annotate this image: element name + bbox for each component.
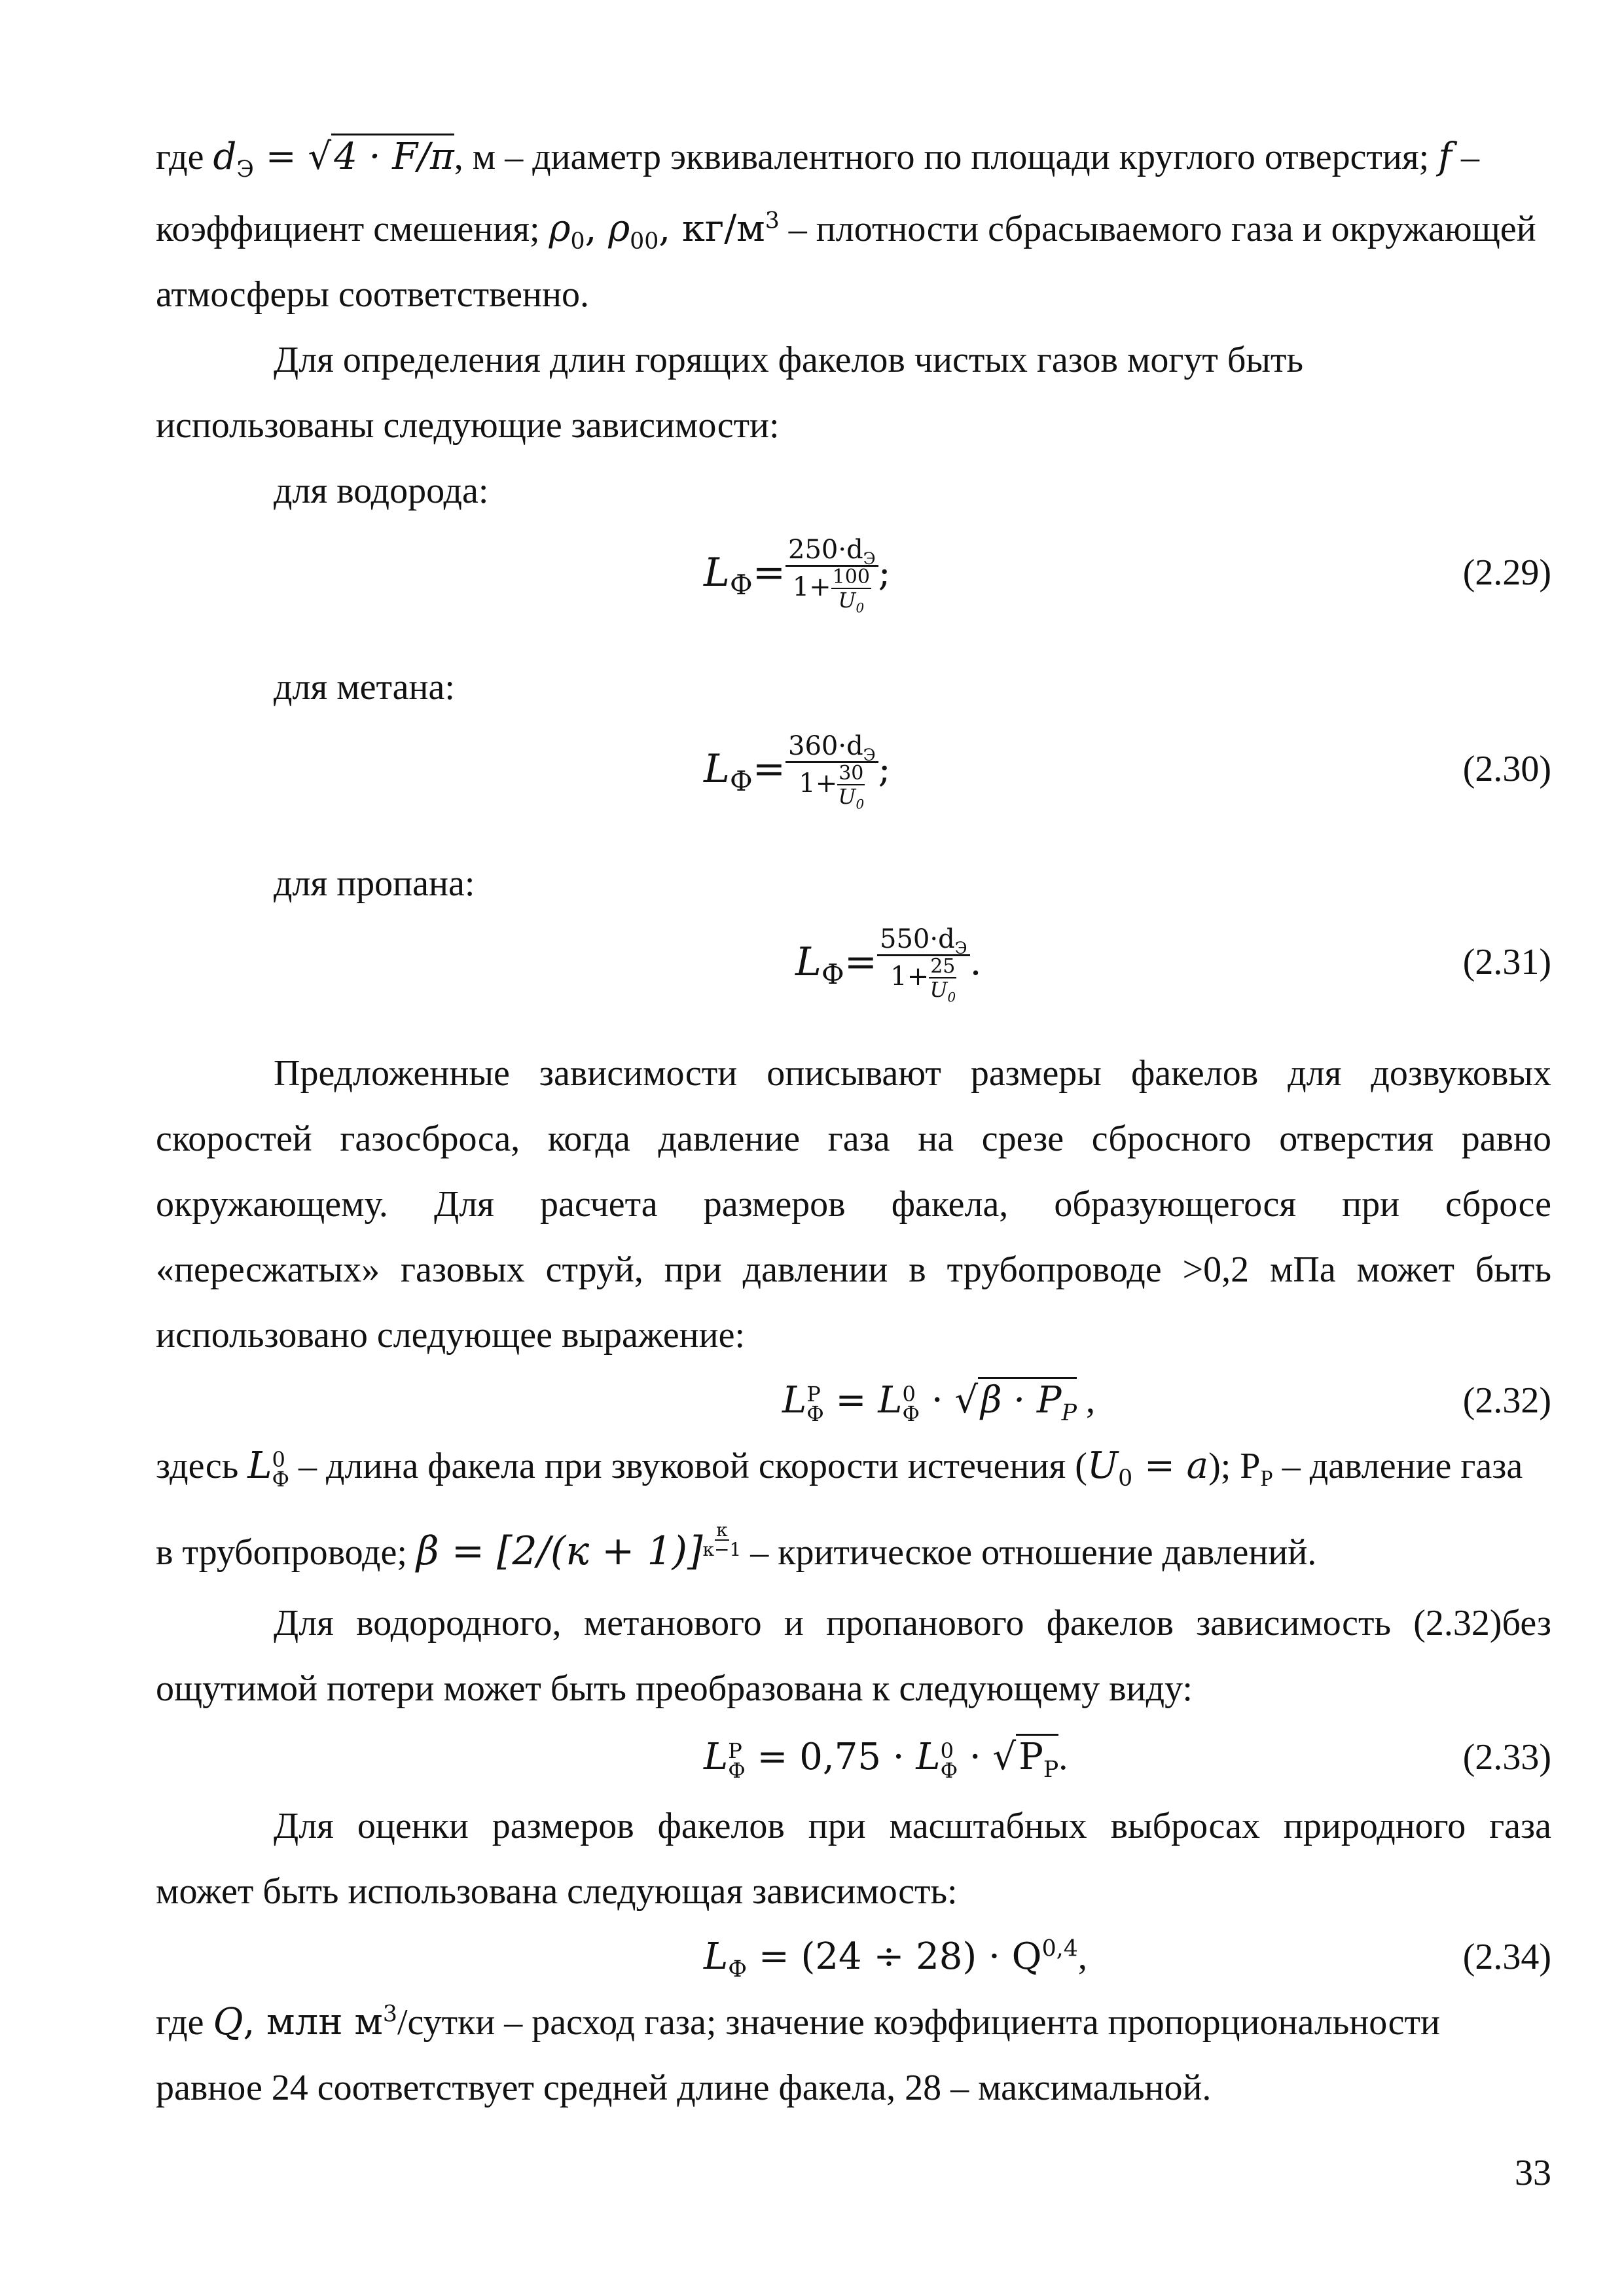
p6-line1: Для оценки размеров факелов при масштабных выбросах природного газа [274, 1806, 1551, 1846]
math-sub: Э [236, 156, 254, 183]
p7-line1 [156, 1996, 1551, 2049]
text: – плотности сбрасываемого газа и окружающей [779, 209, 1536, 249]
sup: 0,4 [1041, 1935, 1078, 1962]
eq: = [752, 550, 785, 596]
formula-2-32: L Р Ф = L 0 Ф · $√\beta \cdot P_Р$ , [782, 1374, 1306, 1427]
sub: Ф [902, 1401, 920, 1427]
math-l: L [704, 1935, 729, 1978]
small-num: 25 [930, 954, 956, 978]
sup: 0 [940, 1738, 954, 1764]
p4-line1 [156, 1440, 1551, 1492]
eq-number-2-32: (2.32) [1462, 1380, 1551, 1421]
eq-number-2-30: (2.30) [1462, 749, 1551, 789]
p1-line1: где $d_Э = √4 \cdot F/\pi$, м – диаметр эквивалентного по площади круглого отверстия; f – [156, 131, 1551, 183]
small-den: U [838, 783, 856, 809]
hydrogen-label: для водорода: [274, 471, 489, 511]
sup: 3 [382, 2001, 397, 2028]
lhs-sub: Ф [821, 958, 844, 990]
exp-num: к [716, 1519, 728, 1541]
text: ); P [1208, 1446, 1261, 1486]
fraction [785, 534, 878, 615]
small-den: U [929, 977, 948, 1002]
lhs: L [704, 550, 730, 596]
text: где [156, 2002, 213, 2043]
p5-line2: ощутимой потери может быть преобразована к следующему виду: [156, 1668, 1193, 1709]
p6-line2: может быть использована следующая зависимость: [156, 1871, 958, 1912]
body: (24 ÷ 28) · Q [801, 1935, 1042, 1978]
one-plus: 1+ [792, 571, 831, 602]
p3-line3: окружающему. Для расчета размеров факела, образующегося при сбросе [156, 1184, 1551, 1225]
text: /сутки – расход газа; значение коэффициента пропорциональности [397, 2002, 1440, 2043]
text: , м – диаметр эквивалентного по площади круглого отверстия; [454, 137, 1439, 177]
dot: · [920, 1379, 955, 1422]
p3-line5: использовано следующее выражение: [156, 1315, 746, 1355]
sup: 0 [272, 1447, 285, 1473]
formula-2-29 [704, 524, 891, 622]
p1-line2: коэффициент смешения; $\rho_0$, $\rho_{00}$, $кг/м^3$ – плотности сбрасываемого газа и окружающей [156, 207, 1536, 255]
math-eqa: = a [1132, 1444, 1209, 1487]
eq-number-2-33: (2.33) [1462, 1737, 1551, 1778]
lhs: L [704, 746, 730, 792]
num: 250·d [788, 534, 863, 565]
math-rho: ρ [549, 207, 571, 250]
math-eq: = [253, 135, 308, 178]
math-l: L [247, 1444, 272, 1487]
eq-number-2-31: (2.31) [1462, 942, 1551, 982]
sub: Ф [806, 1401, 824, 1427]
text: – длина факела при звуковой скорости истечения ( [289, 1446, 1087, 1486]
text: коэффициент смешения; [156, 209, 549, 249]
small-den-sub: 0 [856, 796, 865, 812]
math-l: L [878, 1379, 903, 1422]
text: – [1451, 137, 1479, 177]
sub: Р [1260, 1465, 1273, 1492]
math-f: f [1438, 135, 1452, 178]
coef: 0,75 [799, 1736, 881, 1778]
page-number: 33 [1515, 2153, 1551, 2193]
p4-line2 [156, 1519, 1551, 1577]
text: в трубопроводе; [156, 1532, 416, 1573]
sqrt-sub: Р [1061, 1400, 1077, 1427]
num: 360·d [788, 730, 863, 761]
p2-line1: Для определения длин горящих факелов чистых газов могут быть [274, 340, 1303, 380]
small-den-sub: 0 [856, 600, 865, 615]
eq: = [752, 746, 785, 792]
sub: 0 [1118, 1465, 1133, 1492]
exp-den: к−1 [702, 1539, 742, 1560]
sqrt-expr: 4 · F/π [331, 134, 454, 178]
punct: , [1077, 1937, 1087, 1977]
punct: ; [878, 747, 891, 791]
punct: . [969, 941, 982, 984]
eq-number-2-34: (2.34) [1462, 1937, 1551, 1977]
math-sub: 00 [630, 228, 659, 255]
sqrt-expr: P [1019, 1736, 1043, 1778]
small-num: 100 [832, 565, 870, 588]
math-d: d [213, 135, 237, 178]
sup: 0 [902, 1382, 916, 1407]
formula-2-30 [704, 720, 891, 818]
lhs: L [795, 939, 821, 985]
sub: Ф [728, 1956, 748, 1983]
math-sub: 0 [570, 228, 585, 255]
math-u: U [1087, 1444, 1119, 1487]
text: где [156, 137, 213, 177]
num-sub: Э [954, 938, 967, 958]
sub: Ф [940, 1758, 958, 1784]
num-sub: Э [863, 745, 876, 764]
p5-line1: Для водородного, метанового и пропанового факелов зависимость (2.32)без [274, 1603, 1551, 1643]
lhs-sub: Ф [729, 569, 753, 601]
eq-number-2-29: (2.29) [1462, 552, 1551, 593]
p1-line3: атмосферы соответственно. [156, 274, 589, 315]
fraction [877, 924, 970, 1005]
sub: Ф [728, 1758, 746, 1784]
math-beta: β = [2/(к + 1)] [416, 1528, 703, 1574]
small-den-sub: 0 [947, 989, 956, 1005]
math-l: L [704, 1736, 729, 1778]
sqrt-expr: β · P [981, 1379, 1062, 1422]
units: , кг/м [659, 207, 765, 250]
eq: = [747, 1935, 801, 1978]
fraction [785, 730, 878, 812]
sqrt-sub: Р [1043, 1757, 1059, 1784]
propane-label: для пропана: [274, 863, 475, 904]
math-l: L [782, 1379, 807, 1422]
text: – критическое отношение давлений. [741, 1532, 1317, 1573]
p3-line2: скоростей газосброса, когда давление газа на срезе сбросного отверстия равно [156, 1119, 1551, 1159]
formula-2-31 [795, 913, 981, 1011]
unit: , млн м [243, 2001, 383, 2043]
math-l: L [916, 1736, 941, 1778]
dot: · [880, 1736, 916, 1778]
formula-2-34 [704, 1931, 1162, 1983]
sup: Р [806, 1382, 821, 1407]
punct: ; [878, 551, 891, 594]
eq: = [844, 939, 877, 985]
methane-label: для метана: [274, 667, 455, 708]
p3-line4: «пересжатых» газовых струй, при давлении в трубопроводе >0,2 мПа может быть [156, 1249, 1551, 1290]
small-num: 30 [839, 761, 864, 785]
sub: Ф [272, 1467, 289, 1492]
small-den: U [838, 587, 856, 613]
sup: Р [728, 1738, 742, 1764]
p7-line2: равное 24 соответствует средней длине факела, 28 – максимальной. [156, 2068, 1212, 2108]
p2-line2: использованы следующие зависимости: [156, 405, 780, 446]
punct: . [1058, 1737, 1068, 1778]
num: 550·d [880, 924, 955, 954]
dot: · [958, 1736, 993, 1778]
text: – давление газа [1272, 1446, 1523, 1486]
p3-line1: Предложенные зависимости описывают размеры факелов для дозвуковых [274, 1053, 1551, 1094]
lhs-sub: Ф [729, 765, 753, 797]
formula-2-33: L Р Ф = 0,75 · L 0 Ф · $√P_Р$. [704, 1731, 1293, 1784]
eq: = [745, 1736, 800, 1778]
one-plus: 1+ [890, 961, 929, 992]
comma: , [1076, 1380, 1095, 1421]
text: здесь [156, 1446, 248, 1486]
num-sub: Э [863, 548, 876, 568]
eq: = [823, 1379, 878, 1422]
sup: 3 [765, 207, 780, 234]
math-q: Q [213, 2001, 244, 2043]
one-plus: 1+ [799, 768, 838, 798]
